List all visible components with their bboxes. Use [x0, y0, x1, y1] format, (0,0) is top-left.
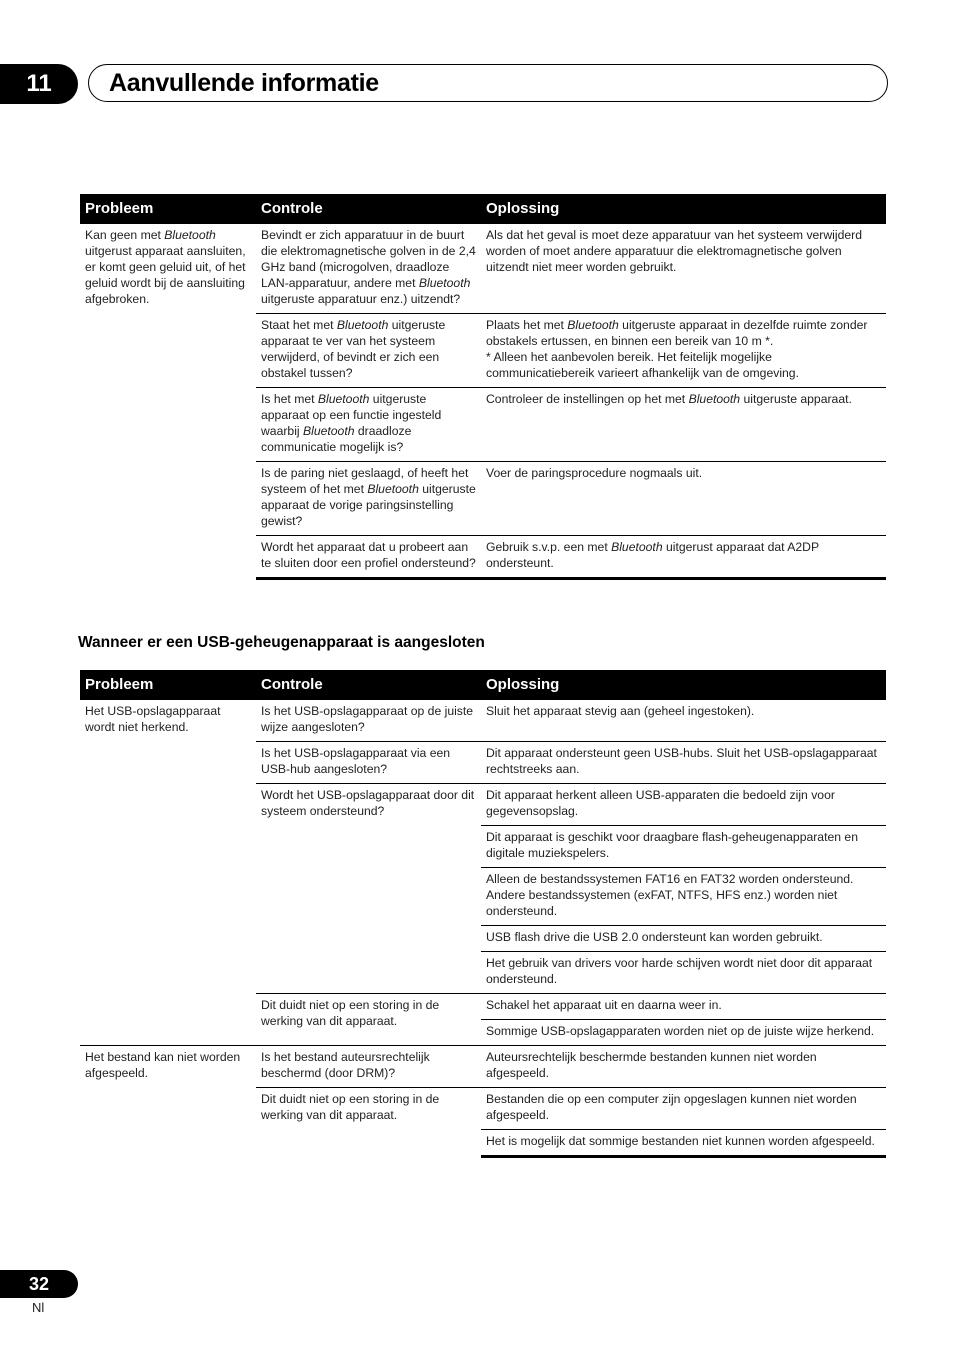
check-cell: Dit duidt niet op een storing in de werking van dit apparaat. [256, 994, 481, 1046]
problem-cell: Het bestand kan niet worden afgespeeld. [80, 1046, 256, 1157]
check-cell: Wordt het apparaat dat u probeert aan te sluiten door een profiel ondersteund? [256, 536, 481, 579]
table-row [80, 1046, 886, 1088]
page-number: 32 [28, 1273, 50, 1294]
solution-cell: Dit apparaat is geschikt voor draagbare flash-geheugenapparaten en digitale muziekspelers. [481, 826, 886, 868]
solution-cell: Voer de paringsprocedure nogmaals uit. [481, 462, 886, 536]
page-title: Aanvullende informatie [109, 68, 379, 97]
header-controle: Controle [256, 670, 481, 700]
solution-cell: Schakel het apparaat uit en daarna weer in. [481, 994, 886, 1020]
check-cell: Staat het met Bluetooth uitgeruste apparaat te ver van het systeem verwijderd, of bevindt er zich een obstakel tussen? [256, 314, 481, 388]
chapter-number: 11 [26, 70, 52, 97]
section-heading: Wanneer er een USB-geheugenapparaat is aangesloten [78, 634, 485, 651]
solution-cell: Dit apparaat herkent alleen USB-apparaten die bedoeld zijn voor gegevensopslag. [481, 784, 886, 826]
solution-cell: Sommige USB-opslagapparaten worden niet op de juiste wijze herkend. [481, 1020, 886, 1046]
check-cell: Is het met Bluetooth uitgeruste apparaat op een functie ingesteld waarbij Bluetooth draadloze communicatie mogelijk is? [256, 388, 481, 462]
header-controle: Controle [256, 194, 481, 224]
problem-cell: Het USB-opslagapparaat wordt niet herkend. [85, 704, 221, 734]
page-number-badge [0, 1270, 78, 1298]
chapter-header [88, 64, 888, 102]
check-cell: Is het USB-opslagapparaat op de juiste wijze aangesloten? [261, 704, 474, 734]
language-code: Nl [32, 1300, 45, 1315]
check-cell: Is het bestand auteursrechtelijk beschermd (door DRM)? [256, 1046, 481, 1088]
solution-cell: Sluit het apparaat stevig aan (geheel ingestoken). [486, 704, 755, 718]
header-oplossing: Oplossing [481, 194, 886, 224]
check-cell: Dit duidt niet op een storing in de werking van dit apparaat. [256, 1088, 481, 1157]
solution-cell: USB flash drive die USB 2.0 ondersteunt kan worden gebruikt. [481, 926, 886, 952]
solution-cell: Alleen de bestandssystemen FAT16 en FAT32 worden ondersteund. Andere bestandssystemen (exFAT, NTFS, HFS enz.) worden niet ondersteund. [481, 868, 886, 926]
solution-cell: Bestanden die op een computer zijn opgeslagen kunnen niet worden afgespeeld. [481, 1088, 886, 1130]
header-probleem: Probleem [80, 670, 256, 700]
check-cell: Wordt het USB-opslagapparaat door dit systeem ondersteund? [256, 784, 481, 994]
solution-cell: Gebruik s.v.p. een met Bluetooth uitgerust apparaat dat A2DP ondersteunt. [481, 536, 886, 579]
table-header-row [80, 194, 886, 224]
chapter-number-badge [0, 64, 78, 104]
bluetooth-troubleshooting-table [80, 194, 886, 580]
header-oplossing: Oplossing [481, 670, 886, 700]
check-cell: Is de paring niet geslaagd, of heeft het systeem of het met Bluetooth uitgeruste apparaat de vorige paringsinstelling gewist? [256, 462, 481, 536]
solution-cell: Plaats het met Bluetooth uitgeruste apparaat in dezelfde ruimte zonder obstakels ertussen, en binnen een bereik van 10 m *. * Alleen het aanbevolen bereik. Het feitelijk mogelijke communicatiebereik varieert afhankelijk van de omgeving. [481, 314, 886, 388]
table-row [80, 224, 886, 314]
solution-cell: Het gebruik van drivers voor harde schijven wordt niet door dit apparaat ondersteund. [481, 952, 886, 994]
solution-cell: Het is mogelijk dat sommige bestanden niet kunnen worden afgespeeld. [481, 1130, 886, 1157]
solution-cell: Controleer de instellingen op het met Bluetooth uitgeruste apparaat. [481, 388, 886, 462]
table-row [80, 700, 886, 742]
solution-cell: Dit apparaat ondersteunt geen USB-hubs. Sluit het USB-opslagapparaat rechtstreeks aan. [481, 742, 886, 784]
usb-troubleshooting-table [80, 670, 886, 1158]
table-header-row [80, 670, 886, 700]
solution-cell: Als dat het geval is moet deze apparatuur van het systeem verwijderd worden of moet andere apparatuur die elektromagnetische golven uitzendt niet meer worden gebruikt. [486, 228, 862, 274]
solution-cell: Auteursrechtelijk beschermde bestanden kunnen niet worden afgespeeld. [481, 1046, 886, 1088]
check-cell: Bevindt er zich apparatuur in de buurt die elektromagnetische golven in de 2,4 GHz band (microgolven, draadloze LAN-apparatuur, andere met Bluetooth uitgeruste apparatuur enz.) uitzendt? [261, 228, 476, 306]
header-probleem: Probleem [80, 194, 256, 224]
check-cell: Is het USB-opslagapparaat via een USB-hub aangesloten? [256, 742, 481, 784]
problem-cell: Kan geen met Bluetooth uitgerust apparaat aansluiten, er komt geen geluid uit, of het geluid wordt bij de aansluiting afgebroken. [85, 228, 246, 306]
